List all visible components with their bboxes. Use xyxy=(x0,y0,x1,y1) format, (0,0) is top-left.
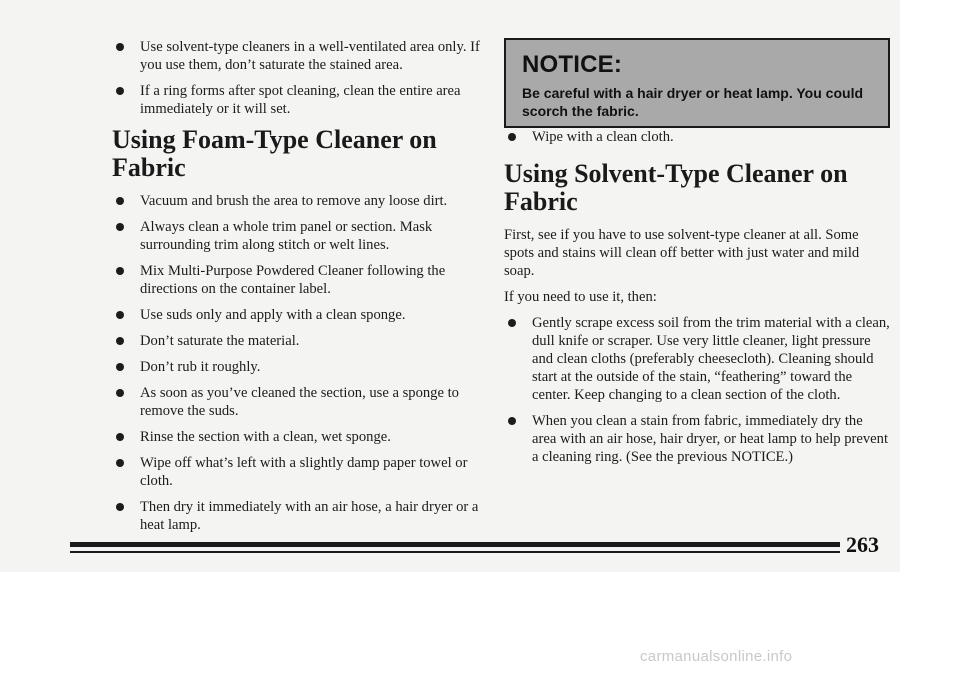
solvent-condition-paragraph: If you need to use it, then: xyxy=(504,289,657,305)
list-item: Use suds only and apply with a clean sponge. xyxy=(112,306,492,324)
bullet-icon xyxy=(116,433,124,441)
list-item: Rinse the section with a clean, wet sponge. xyxy=(112,428,492,446)
list-item: Always clean a whole trim panel or section. Mask surrounding trim along stitch or welt lines. xyxy=(112,218,492,254)
bullet-icon xyxy=(116,43,124,51)
bullet-icon xyxy=(116,197,124,205)
page-number: 263 xyxy=(846,532,879,557)
bullet-icon xyxy=(116,337,124,345)
list-item: Wipe with a clean cloth. xyxy=(504,128,890,146)
bullet-icon xyxy=(116,87,124,95)
list-item: Use solvent-type cleaners in a well-ventilated area only. If you use them, don’t saturate the stained area. xyxy=(112,38,492,74)
bullet-icon xyxy=(116,389,124,397)
foam-steps-list xyxy=(112,192,492,534)
solvent-intro-paragraph: First, see if you have to use solvent-type cleaner at all. Some spots and stains will clean off better with just water and mild soap. xyxy=(504,227,860,279)
list-item: Vacuum and brush the area to remove any loose dirt. xyxy=(112,192,492,210)
bullet-icon xyxy=(116,223,124,231)
solvent-section-heading: Using Solvent-Type Cleaner on Fabric xyxy=(504,159,848,216)
right-column xyxy=(504,38,890,474)
notice-box xyxy=(504,38,890,128)
list-item: Don’t rub it roughly. xyxy=(112,358,492,376)
foam-section-heading: Using Foam-Type Cleaner on Fabric xyxy=(112,125,437,182)
footer-rule-thin xyxy=(70,551,840,553)
solvent-steps-list xyxy=(504,314,890,466)
notice-text: Be careful with a hair dryer or heat lamp. You could scorch the fabric. xyxy=(522,85,864,119)
list-item: If a ring forms after spot cleaning, clean the entire area immediately or it will set. xyxy=(112,82,492,118)
bullet-icon xyxy=(508,133,516,141)
list-item: Then dry it immediately with an air hose, a hair dryer or a heat lamp. xyxy=(112,498,492,534)
list-item: Wipe off what’s left with a slightly damp paper towel or cloth. xyxy=(112,454,492,490)
bullet-icon xyxy=(508,319,516,327)
footer-rule-thick xyxy=(70,542,840,547)
list-item: As soon as you’ve cleaned the section, use a sponge to remove the suds. xyxy=(112,384,492,420)
list-item: Don’t saturate the material. xyxy=(112,332,492,350)
bullet-icon xyxy=(116,311,124,319)
watermark: carmanualsonline.info xyxy=(640,648,793,665)
solvent-tips-list xyxy=(112,38,492,118)
bullet-icon xyxy=(116,503,124,511)
list-item: Mix Multi-Purpose Powdered Cleaner following the directions on the container label. xyxy=(112,262,492,298)
left-column xyxy=(112,38,492,542)
list-item: Gently scrape excess soil from the trim material with a clean, dull knife or scraper. Use very little cleaner, light pressure and clean cloths (preferably cheesecloth). Cleaning should start at the outside of the stain, “feathering” toward the center. Keep changing to a clean section of the cloth. xyxy=(504,314,890,404)
list-item: When you clean a stain from fabric, immediately dry the area with an air hose, hair dryer, or heat lamp to help prevent a cleaning ring. (See the previous NOTICE.) xyxy=(504,412,890,466)
bullet-icon xyxy=(508,417,516,425)
bullet-icon xyxy=(116,363,124,371)
bullet-icon xyxy=(116,267,124,275)
notice-title: NOTICE: xyxy=(522,51,623,78)
wipe-list xyxy=(504,128,890,146)
bullet-icon xyxy=(116,459,124,467)
